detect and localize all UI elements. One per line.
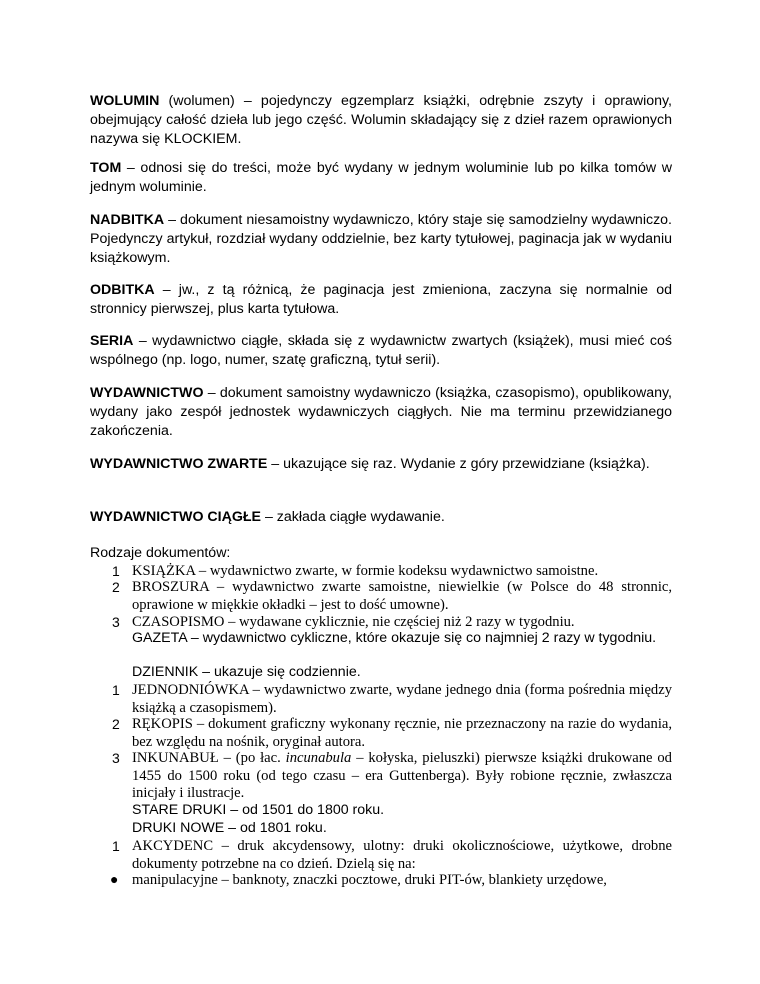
item-number: 1 [112, 838, 120, 854]
term: WOLUMIN [90, 93, 160, 109]
list-item-manipulacyjne [90, 872, 672, 890]
list-item-broszura [90, 579, 672, 614]
definition-text: – wydawnictwo ciągłe, składa się z wydawnictw zwartych (książek), musi mieć coś wspólnego (np. logo, numer, szatę graficzną, tytuł serii). [90, 333, 672, 368]
list-item-dziennik [132, 664, 361, 682]
item-number: 3 [112, 614, 120, 630]
definition-text: – ukazujące się raz. Wydanie z góry przewidziane (książka). [267, 456, 650, 472]
term: ODBITKA [90, 282, 155, 298]
definition-seria [90, 332, 672, 370]
item-number: 1 [112, 682, 120, 698]
bullet-icon: ● [110, 873, 119, 888]
list-item-czasopismo [90, 614, 672, 632]
definition-text: (wolumen) – pojedynczy egzemplarz książki, odrębnie zszyty i oprawiony, obejmujący całość dzieła lub jego część. Wolumin składający się z dzieł razem oprawionych nazywa się KLOCKIEM. [90, 93, 672, 147]
definition-wolumin [90, 92, 672, 149]
definition-text: – jw., z tą różnicą, że paginacja jest zmieniona, zaczyna się normalnie od stronnicy pierwszej, plus karta tytułowa. [90, 282, 672, 317]
list-item-akcydens [90, 838, 672, 873]
definition-text: – dokument niesamoistny wydawniczo, który staje się samodzielny wydawniczo. Pojedynczy artykuł, rozdział wydany oddzielnie, bez karty tytułowej, paginacja jak w wydaniu książkowym. [90, 212, 672, 266]
definition-wydawnictwo-zwarte [90, 455, 672, 474]
list-item-rekopis [90, 716, 672, 751]
item-text: STARE DRUKI – od 1501 do 1800 roku. [132, 802, 385, 818]
item-text: JEDNODNIÓWKA – wydawnictwo zwarte, wydane jednego dnia (forma pośrednia między książką a czasopismem). [132, 682, 672, 716]
list-item-inkunabul [90, 750, 672, 803]
definition-text: – zakłada ciągłe wydawanie. [261, 509, 445, 525]
list-item-jednodniowka [90, 682, 672, 717]
definition-wydawnictwo [90, 384, 672, 441]
list-item-druki-nowe [132, 820, 327, 838]
item-text: DZIENNIK – ukazuje się codziennie. [132, 664, 361, 680]
item-number: 3 [112, 750, 120, 766]
item-text: DRUKI NOWE – od 1801 roku. [132, 820, 327, 836]
term: TOM [90, 160, 122, 176]
item-text-italic: incunabula [285, 750, 352, 766]
item-text: manipulacyjne – banknoty, znaczki pocztowe, druki PIT-ów, blankiety urzędowe, [132, 872, 607, 888]
definition-nadbitka [90, 211, 672, 268]
definition-odbitka [90, 281, 672, 319]
item-text: KSIĄŻKA – wydawnictwo zwarte, w formie kodeksu wydawnictwo samoistne. [132, 563, 599, 579]
item-text: RĘKOPIS – dokument graficzny wykonany ręcznie, nie przeznaczony na razie do wydania, bez względu na nośnik, oryginał autora. [132, 716, 672, 750]
item-text-part: INKUNABUŁ – (po łac. [132, 750, 286, 766]
list-item-gazeta [90, 630, 672, 648]
item-text: AKCYDENC – druk akcydensowy, ulotny: druki okolicznościowe, użytkowe, drobne dokumenty potrzebne na co dzień. Dzielą się na: [132, 838, 672, 872]
item-text [132, 750, 672, 803]
item-text: GAZETA – wydawnictwo cykliczne, które okazuje się co najmniej 2 razy w tygodniu. [132, 630, 657, 646]
item-text: CZASOPISMO – wydawane cyklicznie, nie częściej niż 2 razy w tygodniu. [132, 614, 575, 630]
list-item-ksiazka [90, 563, 672, 581]
definition-text: – dokument samoistny wydawniczo (książka, czasopismo), opublikowany, wydany jako zespół jednostek wydawniczych ciągłych. Nie ma terminu przewidzianego zakończenia. [90, 385, 672, 439]
item-number: 2 [112, 716, 120, 732]
term: NADBITKA [90, 212, 165, 228]
term: WYDAWNICTWO ZWARTE [90, 456, 268, 472]
item-text-part: – kołyska, pieluszki) pierwsze książki drukowane od 1455 do 1500 roku (od tego czasu – era Guttenberga). Były robione ręcznie, zwłaszcza inicjały i ilustracje. [132, 750, 672, 801]
item-number: 1 [112, 563, 120, 579]
list-item-stare-druki [132, 802, 384, 820]
definition-text: – odnosi się do treści, może być wydany w jednym woluminie lub po kilka tomów w jednym woluminie. [90, 160, 672, 195]
list-heading: Rodzaje dokumentów: [90, 545, 231, 561]
item-number: 2 [112, 579, 120, 595]
item-text: BROSZURA – wydawnictwo zwarte samoistne, niewielkie (w Polsce do 48 stronnic, oprawione w miękkie okładki – jest to dość umowne). [132, 579, 672, 613]
definition-wydawnictwo-ciagle [90, 508, 672, 527]
term: SERIA [90, 333, 134, 349]
definition-tom [90, 159, 672, 197]
term: WYDAWNICTWO CIĄGŁE [90, 509, 262, 525]
term: WYDAWNICTWO [90, 385, 204, 401]
